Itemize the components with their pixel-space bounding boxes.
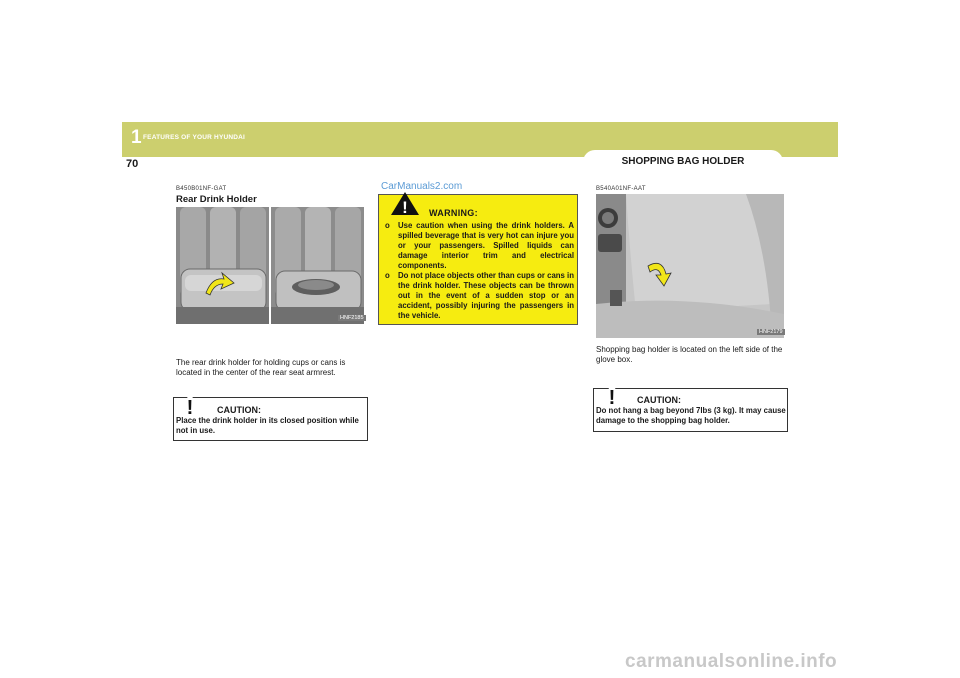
caution-text-drink-holder: Place the drink holder in its closed position while not in use. [176, 416, 359, 435]
svg-text:!: ! [402, 198, 408, 216]
caution-title-drink-holder: CAUTION: [217, 405, 261, 415]
footer-watermark: carmanualsonline.info [625, 651, 838, 672]
section-title: SHOPPING BAG HOLDER [621, 156, 745, 167]
warning-title: WARNING: [429, 208, 478, 218]
drink-holder-heading: Rear Drink Holder [176, 194, 257, 205]
exclamation-triangle-icon [176, 392, 204, 416]
warning-item-2: Do not place objects other than cups or cans in the drink holder. These objects can be thrown out in the event of a sudden stop or an accident, possibly injuring the passengers in the vehicle. [398, 271, 574, 320]
drink-holder-photo [176, 207, 364, 324]
exclamation-triangle-icon [390, 191, 420, 216]
warning-item-1: Use caution when using the drink holders. A spilled beverage that is very hot can injure you or your passengers. Spilled liquids can damage interior trim and electrical components. [398, 221, 574, 270]
drink-holder-description: The rear drink holder for holding cups or cans is located in the center of the rear seat armrest. [176, 358, 346, 377]
caution-title-shopping-bag: CAUTION: [637, 395, 681, 405]
warning-bullet-1: o [385, 221, 390, 230]
section-code-drink-holder: B450B01NF-GAT [176, 186, 227, 192]
chapter-title: FEATURES OF YOUR HYUNDAI [143, 134, 246, 141]
caution-text-shopping-bag: Do not hang a bag beyond 7lbs (3 kg). It may cause damage to the shopping bag holder. [596, 406, 786, 425]
warning-bullet-2: o [385, 271, 390, 280]
page-number: 70 [126, 158, 139, 170]
image-ref-shopping-bag: HNF2179 [759, 329, 783, 335]
svg-text:!: ! [186, 397, 194, 416]
svg-text:!: ! [608, 387, 616, 406]
chapter-number: 1 [131, 127, 142, 148]
shopping-bag-holder-photo [596, 194, 784, 338]
section-code-shopping-bag: B540A01NF-AAT [596, 186, 646, 192]
image-ref-drink-holder: HNF2185 [340, 315, 364, 321]
watermark-link[interactable]: CarManuals2.com [381, 181, 463, 192]
shopping-bag-description: Shopping bag holder is located on the left side of the glove box. [596, 345, 783, 364]
exclamation-triangle-icon [598, 382, 626, 406]
